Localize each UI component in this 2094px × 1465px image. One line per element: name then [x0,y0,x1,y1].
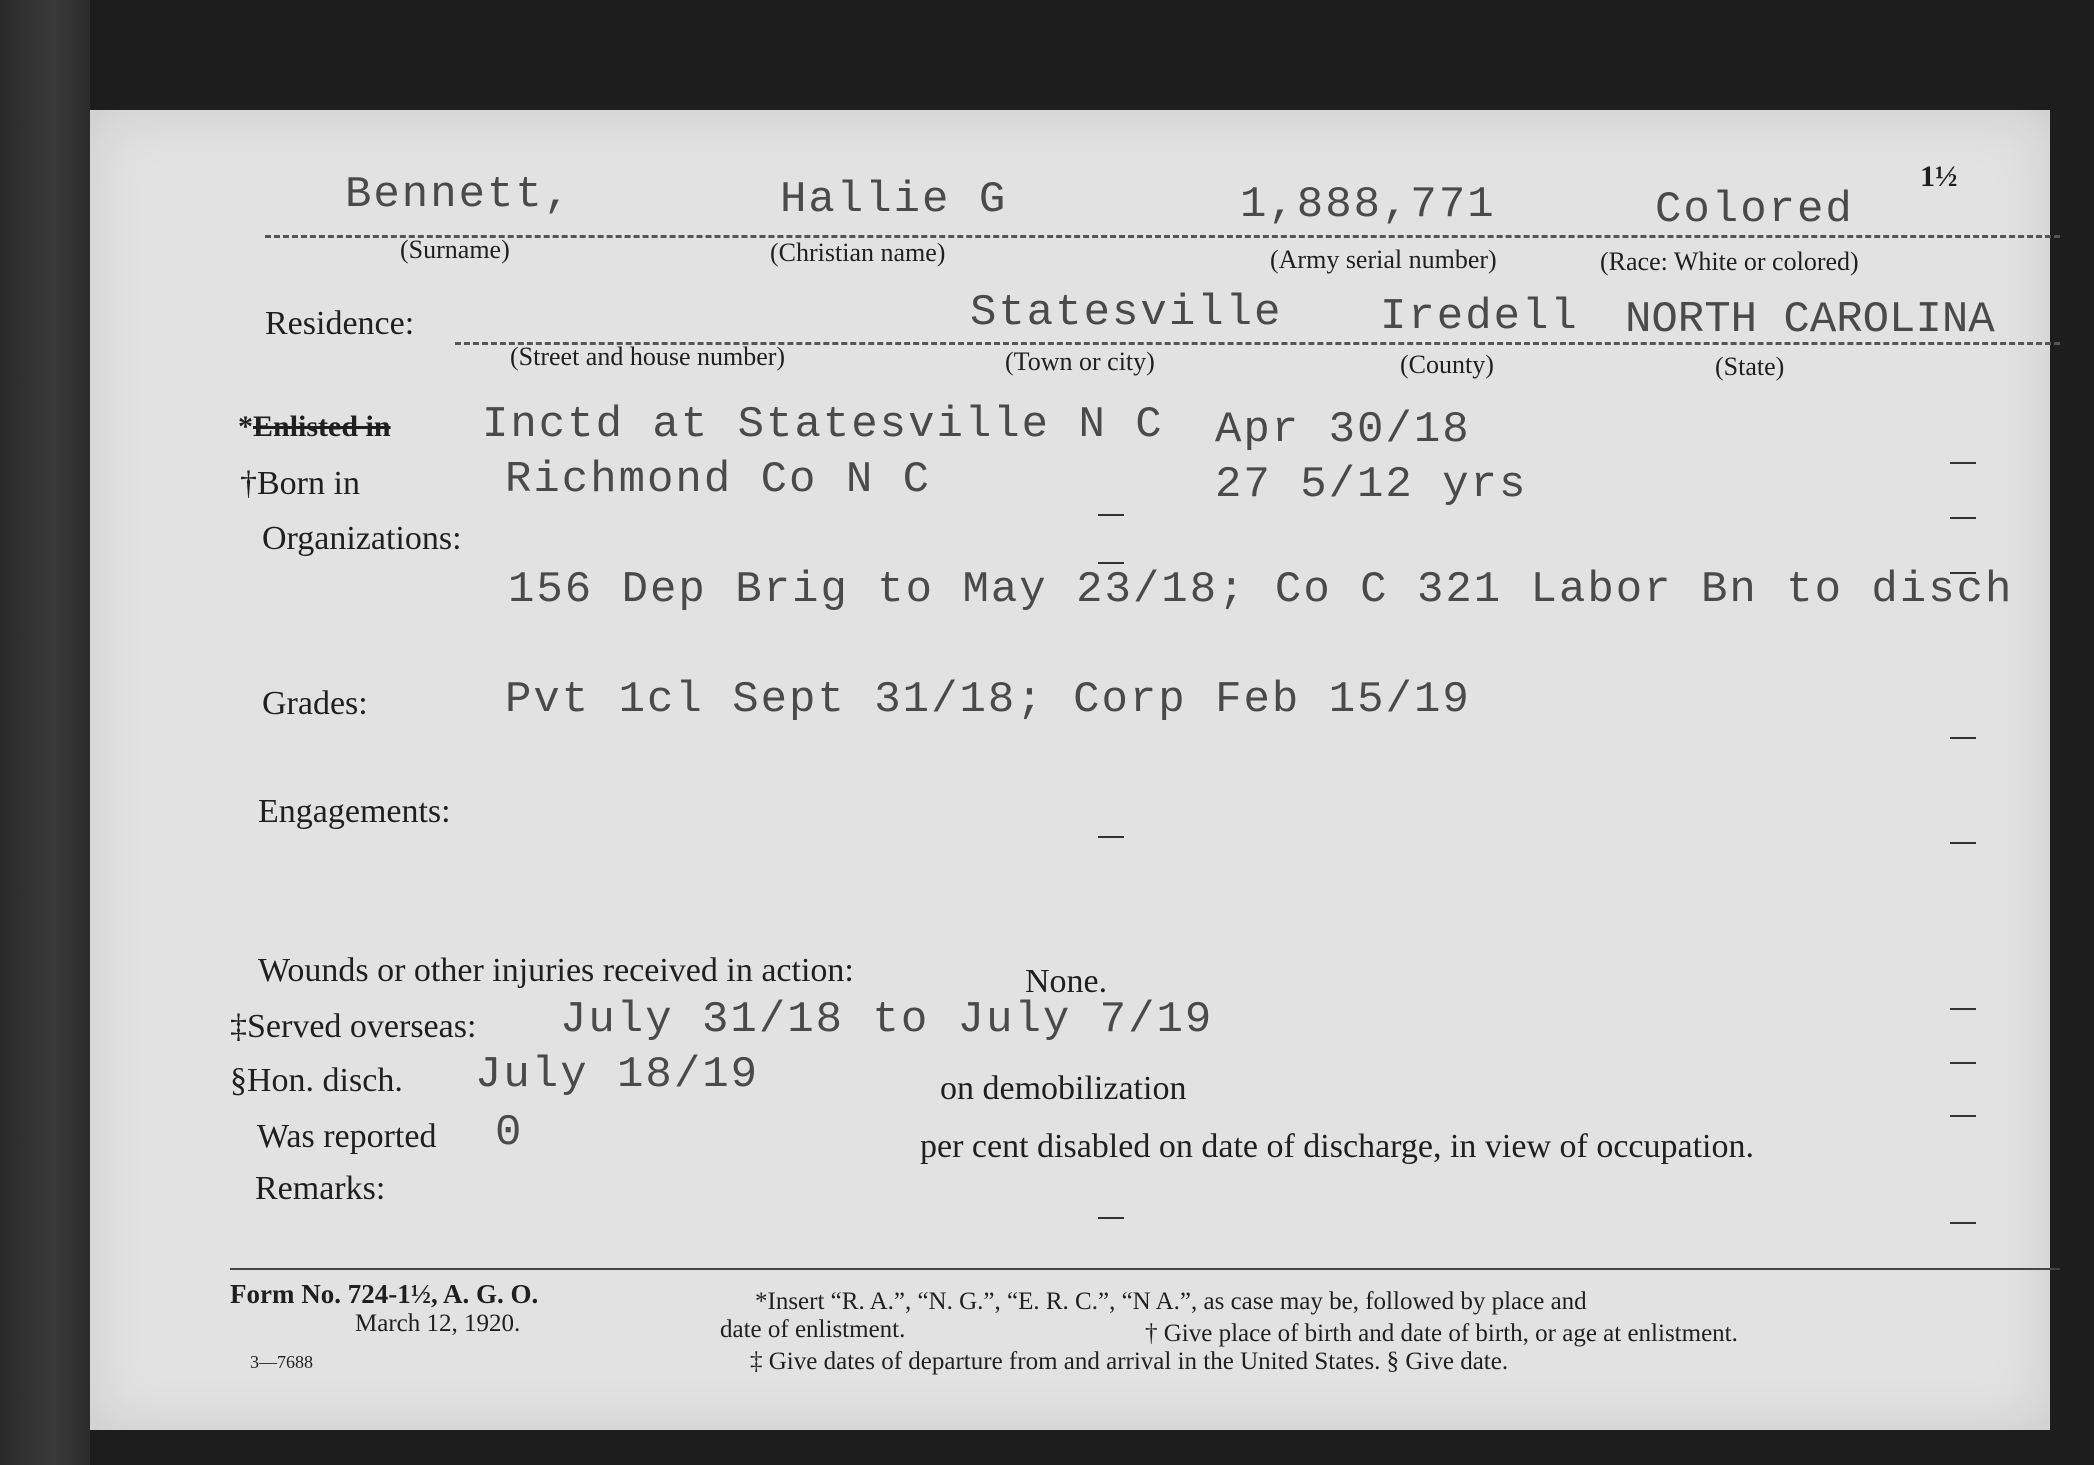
serial-number-value: 1,888,771 [1240,180,1496,230]
reported-label: Was reported [257,1118,437,1155]
surname-value: Bennett, [345,170,573,220]
tick-mark [1950,517,1976,519]
enlisted-value: Inctd at Statesville N C [482,400,1164,450]
tick-mark [1098,1217,1124,1219]
race-caption: (Race: White or colored) [1600,247,1859,276]
town-value: Statesville [970,288,1283,338]
wounds-value: None. [1025,963,1108,1000]
tick-mark [1950,1222,1976,1224]
state-caption: (State) [1715,352,1785,381]
discharge-note: on demobilization [940,1070,1187,1107]
tick-mark [1098,562,1124,564]
form-code: 3—7688 [250,1352,313,1372]
overseas-value: July 31/18 to July 7/19 [560,995,1214,1045]
tick-mark [1950,737,1976,739]
overseas-label: ‡Served overseas: [230,1008,477,1045]
corner-number: 1½ [1920,160,1958,193]
form-number: Form No. 724-1½, A. G. O. [230,1279,539,1309]
county-value: Iredell [1380,292,1579,342]
residence-label: Residence: [265,305,415,342]
born-value: Richmond Co N C [505,455,932,505]
county-caption: (County) [1400,350,1494,379]
tick-mark [1098,514,1124,516]
state-value: NORTH CAROLINA [1625,295,1995,345]
footnote-line-2b: † Give place of birth and date of birth, or age at enlistment. [1145,1320,1738,1347]
tick-mark [1950,1062,1976,1064]
enlisted-label-text: Enlisted in [253,410,391,443]
tick-mark [1950,1115,1976,1117]
enlisted-star: * [238,410,253,443]
enlisted-label [238,410,391,444]
record-card [90,110,2050,1430]
reported-value: 0 [495,1108,524,1158]
christian-name-caption: (Christian name) [770,238,946,267]
surname-caption: (Surname) [400,235,510,264]
christian-name-value: Hallie G [780,175,1008,225]
engagements-label: Engagements: [258,793,451,830]
scan-border-left [0,0,90,1465]
disabled-text: per cent disabled on date of discharge, in view of occupation. [920,1128,1754,1165]
serial-number-caption: (Army serial number) [1270,245,1497,274]
street-caption: (Street and house number) [510,342,786,371]
grades-label: Grades: [262,685,368,722]
grades-value: Pvt 1cl Sept 31/18; Corp Feb 15/19 [505,675,1471,725]
tick-mark [1950,1008,1976,1010]
form-date: March 12, 1920. [355,1310,521,1337]
footnote-line-3: ‡ Give dates of departure from and arrival in the United States. § Give date. [750,1348,1509,1375]
footnote-line-1: *Insert “R. A.”, “N. G.”, “E. R. C.”, “N A.”, as case may be, followed by place and [755,1288,1587,1315]
discharge-label: §Hon. disch. [230,1062,403,1099]
town-caption: (Town or city) [1005,347,1155,376]
tick-mark [1950,842,1976,844]
born-age: 27 5/12 yrs [1215,460,1528,510]
name-line [265,235,2060,238]
remarks-label: Remarks: [255,1170,386,1207]
wounds-label: Wounds or other injuries received in action: [258,952,854,989]
enlisted-date: Apr 30/18 [1215,405,1471,455]
tick-mark [1950,462,1976,464]
discharge-value: July 18/19 [475,1050,760,1100]
organizations-value: 156 Dep Brig to May 23/18; Co C 321 Labor Bn to disch [508,565,2014,615]
race-value: Colored [1655,185,1854,235]
organizations-label: Organizations: [262,520,462,557]
footnote-line-2a: date of enlistment. [720,1316,906,1343]
born-label: †Born in [240,465,360,502]
tick-mark [1098,836,1124,838]
footer-rule [230,1268,2060,1270]
